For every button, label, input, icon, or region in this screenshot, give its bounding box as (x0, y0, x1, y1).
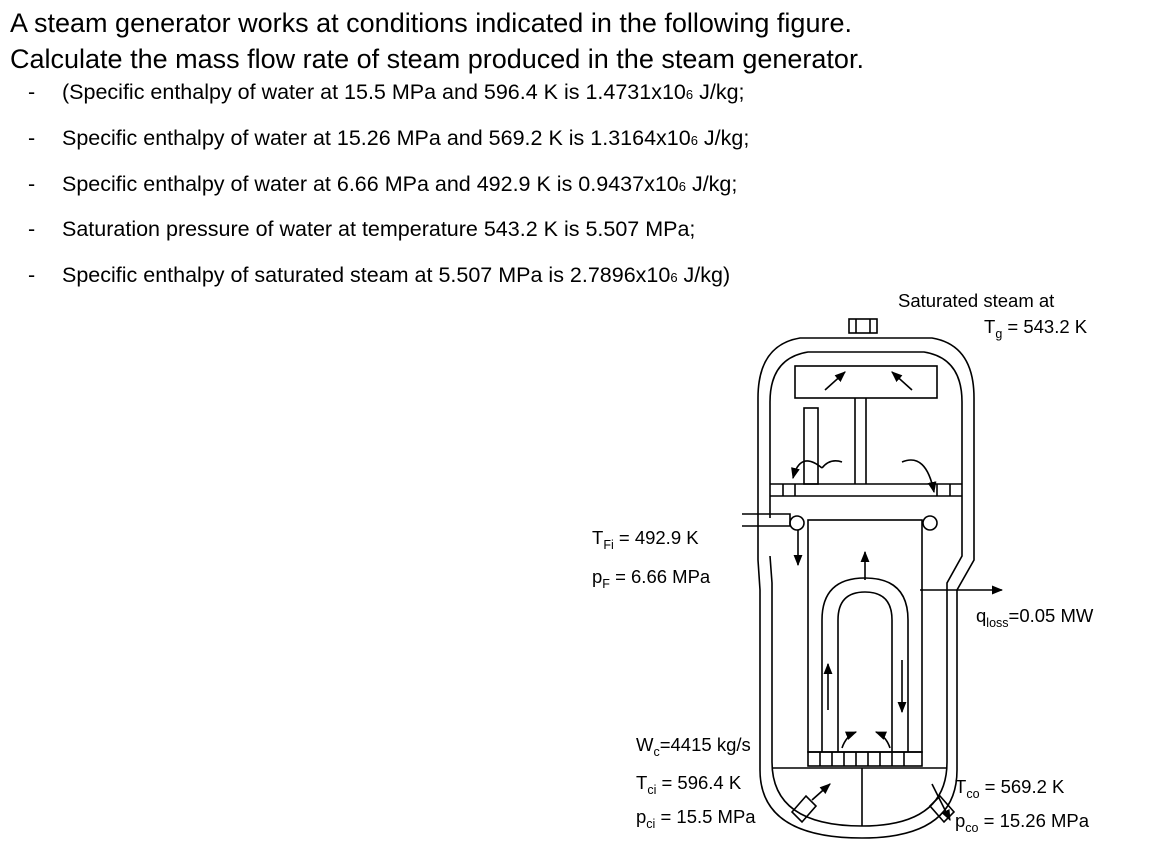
qloss-label: $q_{loss}=0.05$ MW (976, 605, 1094, 630)
bullet-dash: - (28, 263, 36, 287)
steam-separator (795, 366, 937, 398)
feedwater-ring-right (923, 516, 937, 530)
given-item: - (Specific enthalpy of water at 15.5 MPa and 596.4 K is 1.4731x106 J/kg; (28, 80, 745, 104)
pci-label: $p_{ci} = 15.5$ MPa (636, 806, 756, 831)
steam-title-label: Saturated steam at (898, 290, 1055, 311)
wc-label: $W_c=4415$ kg/s (636, 734, 751, 759)
tfi-label: $T_{Fi} = 492.9$ K (592, 527, 699, 552)
question-line-1: A steam generator works at conditions indicated in the following figure. (10, 8, 852, 38)
bullet-dash: - (28, 80, 36, 104)
pco-label: $p_{co} = 15.26$ MPa (955, 810, 1090, 835)
bullet-dash: - (28, 172, 36, 196)
tg-label: $T_g = 543.2$ K (984, 316, 1088, 341)
feedwater-ring-left (790, 516, 804, 530)
given-item: - Specific enthalpy of saturated steam at 5.507 MPa is 2.7896x106 J/kg) (28, 263, 731, 287)
steam-outlet-nozzle (849, 319, 877, 333)
tci-label: $T_{ci} = 596.4$ K (636, 772, 742, 797)
tco-label: $T_{co} = 569.2$ K (955, 776, 1065, 801)
pf-label: $p_F = 6.66$ MPa (592, 566, 711, 591)
bullet-dash: - (28, 217, 36, 241)
downcomer-pipe (804, 408, 818, 484)
given-item: - Saturation pressure of water at temperature 543.2 K is 5.507 MPa; (28, 217, 696, 241)
given-item: - Specific enthalpy of water at 6.66 MPa and 492.9 K is 0.9437x106 J/kg; (28, 172, 738, 196)
u-tube-outer (822, 578, 908, 752)
tube-sheet (808, 752, 922, 766)
given-item: - Specific enthalpy of water at 15.26 MPa and 569.2 K is 1.3164x106 J/kg; (28, 126, 750, 150)
bullet-dash: - (28, 126, 36, 150)
question-line-2: Calculate the mass flow rate of steam produced in the steam generator. (10, 44, 864, 74)
u-tube-inner (838, 592, 892, 752)
feedwater-inlet (742, 514, 790, 526)
